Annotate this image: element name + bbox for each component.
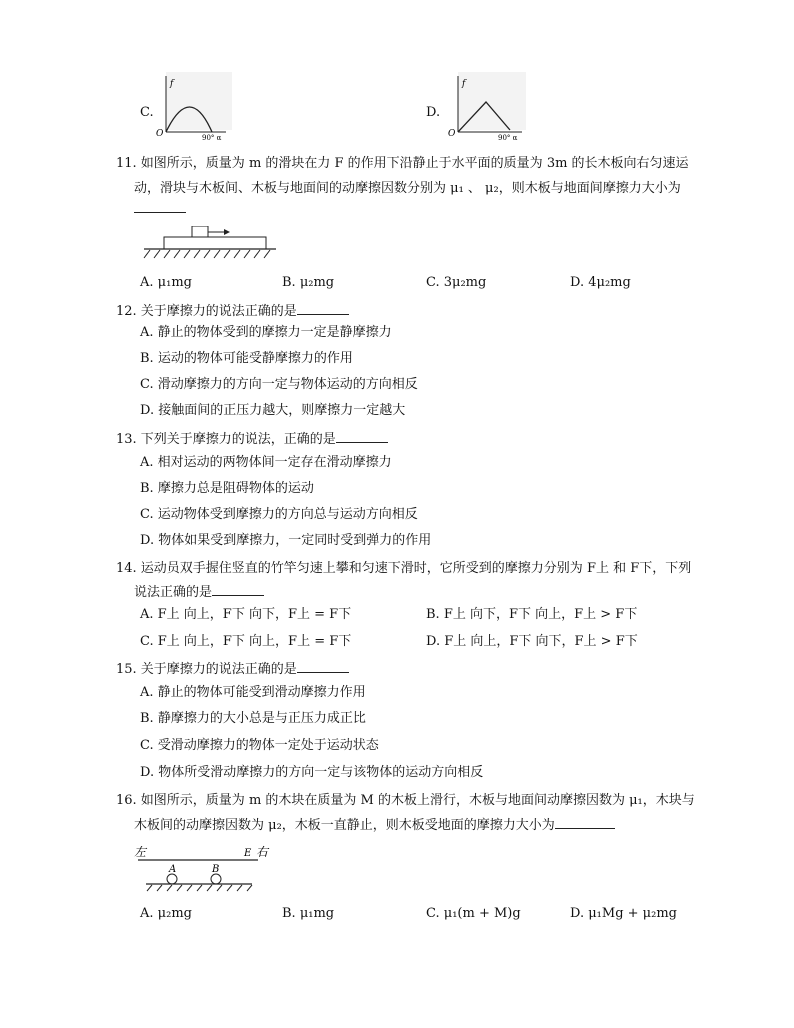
q14-answer-blank <box>212 583 264 596</box>
q13-option-a: A. 相对运动的两物体间一定存在滑动摩擦力 <box>140 455 392 470</box>
q12-option-a: A. 静止的物体受到的摩擦力一定是静摩擦力 <box>140 325 392 340</box>
q12-option-c: C. 滑动摩擦力的方向一定与物体运动的方向相反 <box>140 377 418 392</box>
q16-option-d: D. μ₁Mg + μ₂mg <box>570 906 677 921</box>
q16-stem-line2 <box>134 816 615 835</box>
q13-option-c: C. 运动物体受到摩擦力的方向总与运动方向相反 <box>140 507 418 522</box>
q11-option-c: C. 3μ₂mg <box>426 275 487 290</box>
q16-option-a: A. μ₂mg <box>140 906 192 921</box>
graph-c-x-tick: 90° α <box>202 134 222 142</box>
option-c-label: C. <box>140 105 154 120</box>
q12-option-b: B. 运动的物体可能受静摩擦力的作用 <box>140 351 353 366</box>
q11-figure-board-block <box>140 226 280 262</box>
q13-answer-blank <box>336 430 388 443</box>
q13-stem-text: 13. 下列关于摩擦力的说法，正确的是 <box>116 432 336 447</box>
q13-stem <box>116 430 388 449</box>
option-d-label: D. <box>426 105 441 120</box>
q14-stem-line1: 14. 运动员双手握住竖直的竹竿匀速上攀和匀速下滑时，它所受到的摩擦力分别为 F上 和 F下，下列 <box>116 561 692 576</box>
q11-option-a: A. μ₁mg <box>140 275 192 290</box>
q11-answer-blank <box>134 200 186 213</box>
graph-d-x-tick: 90° α <box>498 134 518 142</box>
q12-answer-blank <box>297 302 349 315</box>
graph-d-origin: O <box>448 129 456 139</box>
q11-stem-line1: 11. 如图所示，质量为 m 的滑块在力 F 的作用下沿静止于水平面的质量为 3m 的长木板向右匀速运 <box>116 156 689 171</box>
q16-figure-a: A <box>169 864 177 875</box>
q15-option-c: C. 受滑动摩擦力的物体一定处于运动状态 <box>140 738 379 753</box>
q14-option-b: B. F上 向下，F下 向上，F上 > F下 <box>426 607 638 622</box>
q14-stem-line2 <box>134 583 264 602</box>
q13-option-b: B. 摩擦力总是阻碍物体的运动 <box>140 481 314 496</box>
q12-option-d: D. 接触面间的正压力越大，则摩擦力一定越大 <box>140 403 406 418</box>
q15-answer-blank <box>297 660 349 673</box>
q12-stem <box>116 302 349 321</box>
graph-d-y-label: f <box>462 79 466 89</box>
q13-option-d: D. 物体如果受到摩擦力，一定同时受到弹力的作用 <box>140 533 432 548</box>
q16-figure-e: E <box>244 848 252 859</box>
q14-option-d: D. F上 向上，F下 向下，F上 > F下 <box>426 634 638 649</box>
q15-option-b: B. 静摩擦力的大小总是与正压力成正比 <box>140 711 366 726</box>
q16-figure-board-rollers <box>132 842 272 892</box>
q14-stem-line2-text: 说法正确的是 <box>134 585 213 600</box>
graph-c-origin: O <box>156 129 164 139</box>
graph-d-triangle <box>444 72 528 142</box>
q16-stem-line1: 16. 如图所示，质量为 m 的木块在质量为 M 的木板上滑行，木板与地面间动摩擦因数为 μ₁，木块与 <box>116 793 695 808</box>
q15-option-d: D. 物体所受滑动摩擦力的方向一定与该物体的运动方向相反 <box>140 765 484 780</box>
q15-option-a: A. 静止的物体可能受到滑动摩擦力作用 <box>140 685 366 700</box>
q11-stem-line2: 动，滑块与木板间、木板与地面间的动摩擦因数分别为 μ₁ 、 μ₂，则木板与地面间摩擦力大小为 <box>134 181 681 196</box>
q16-figure-b: B <box>212 864 220 875</box>
q16-answer-blank <box>555 816 615 829</box>
q12-stem-text: 12. 关于摩擦力的说法正确的是 <box>116 304 297 319</box>
q16-option-c: C. μ₁(m + M)g <box>426 906 521 921</box>
q16-option-b: B. μ₁mg <box>282 906 335 921</box>
q14-option-c: C. F上 向上，F下 向上，F上 = F下 <box>140 634 352 649</box>
q11-option-d: D. 4μ₂mg <box>570 275 631 290</box>
q16-figure-right: 右 <box>256 845 269 859</box>
q16-figure-left: 左 <box>134 845 147 859</box>
q16-stem-line2-text: 木板间的动摩擦因数为 μ₂，木板一直静止，则木板受地面的摩擦力大小为 <box>134 818 555 833</box>
q15-stem-text: 15. 关于摩擦力的说法正确的是 <box>116 662 297 677</box>
q14-option-a: A. F上 向上，F下 向下，F上 = F下 <box>140 607 352 622</box>
graph-c-y-label: f <box>170 79 174 89</box>
q11-option-b: B. μ₂mg <box>282 275 335 290</box>
q15-stem <box>116 660 349 679</box>
graph-c-parabola <box>152 72 232 142</box>
